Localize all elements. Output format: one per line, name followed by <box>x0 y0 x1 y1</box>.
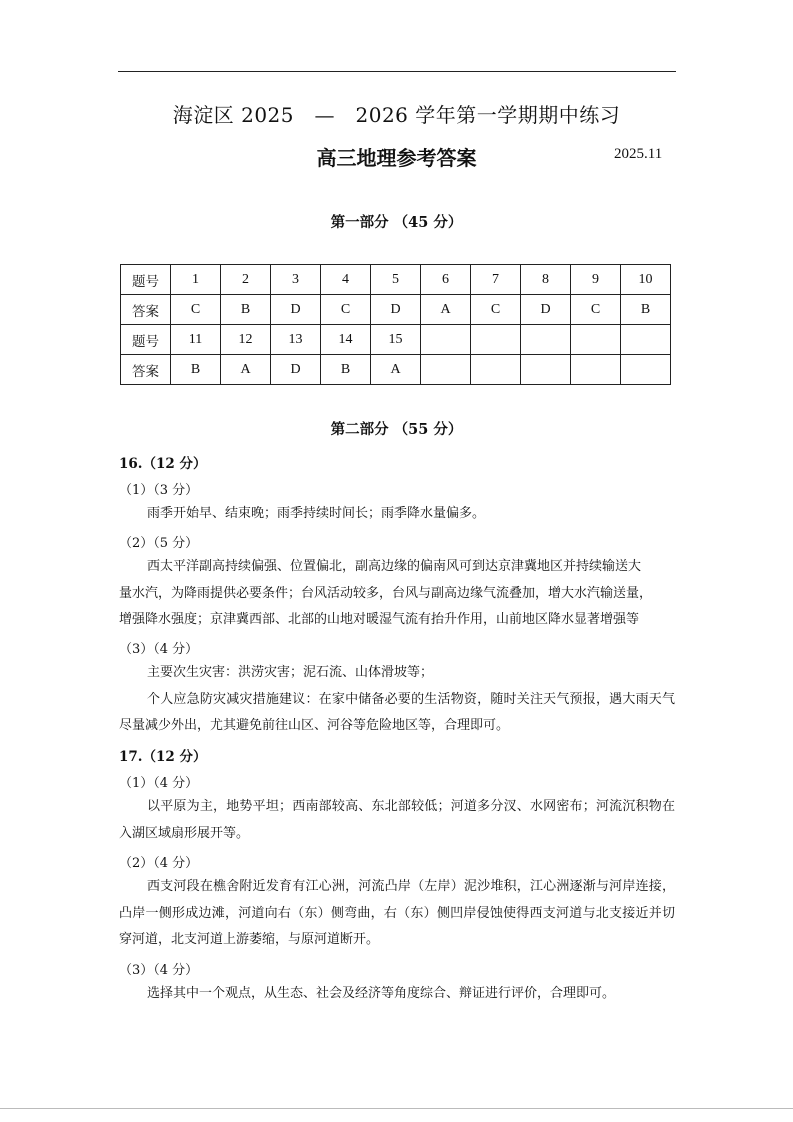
answer-cell: A <box>371 355 421 385</box>
question-number: 11 <box>171 325 221 355</box>
part2-heading: 第二部分 （55 分） <box>330 421 463 438</box>
answer-cell: D <box>271 295 321 325</box>
q16-s1-label: （1）（3 分） <box>119 483 199 498</box>
answer-cell: B <box>221 295 271 325</box>
row-label-answer: 答案 <box>121 295 171 325</box>
q17-s1-text: 以平原为主，地势平坦；西南部较高、东北部较低；河道多分汊、水网密布；河流沉积物在入湖区域扇形展开等。 <box>119 799 675 841</box>
q17-s3-label: （3）（4 分） <box>119 963 199 978</box>
q16-s3-label: （3）（4 分） <box>119 642 199 657</box>
q17-s1-label: （1）（4 分） <box>119 776 199 791</box>
bottom-rule <box>0 1108 793 1109</box>
row-label-question: 题号 <box>121 325 171 355</box>
empty-cell <box>621 325 671 355</box>
empty-cell <box>421 325 471 355</box>
empty-cell <box>471 325 521 355</box>
top-rule <box>118 71 676 72</box>
empty-cell <box>421 355 471 385</box>
question-number: 12 <box>221 325 271 355</box>
answer-cell: D <box>271 355 321 385</box>
q17-s2-answer <box>119 874 675 954</box>
question-number: 10 <box>621 265 671 295</box>
answer-cell: B <box>171 355 221 385</box>
answer-table <box>120 264 671 385</box>
q17-title: 17.（12 分） <box>119 749 207 765</box>
q17-s1-answer <box>119 794 675 847</box>
document-date: 2025.11 <box>614 146 663 162</box>
answer-cell: C <box>471 295 521 325</box>
table-row <box>121 265 671 295</box>
q17-s2-text: 西支河段在樵舍附近发育有江心洲，河流凸岸（左岸）泥沙堆积，江心洲逐渐与河岸连接，凸岸一侧形成边滩，河道向右（东）侧弯曲，右（东）侧凹岸侵蚀使得西支河道与北支接近并切穿河道，北支河道上游萎缩，与原河道断开。 <box>119 879 675 947</box>
q17-s3-text: 选择其中一个观点，从生态、社会及经济等角度综合、辩证进行评价，合理即可。 <box>147 986 616 1001</box>
question-number: 1 <box>171 265 221 295</box>
answer-cell: C <box>571 295 621 325</box>
q16-s2-line: 量水汽，为降雨提供必要条件；台风活动较多，台风与副高边缘气流叠加，增大水汽输送量， <box>119 585 653 601</box>
q17-s2-label: （2）（4 分） <box>119 856 199 871</box>
empty-cell <box>621 355 671 385</box>
table-row <box>121 355 671 385</box>
q16-s2-line: 西太平洋副高持续偏强、位置偏北，副高边缘的偏南风可到达京津冀地区并持续输送大 <box>147 559 642 574</box>
q17-s3-answer <box>119 981 675 1008</box>
row-label-question: 题号 <box>121 265 171 295</box>
q16-title: 16.（12 分） <box>119 456 207 472</box>
empty-cell <box>571 355 621 385</box>
answer-cell: A <box>221 355 271 385</box>
question-number: 14 <box>321 325 371 355</box>
q16-s2-label: （2）（5 分） <box>119 536 199 551</box>
empty-cell <box>471 355 521 385</box>
q16-s1-answer <box>119 501 675 528</box>
answer-cell: C <box>171 295 221 325</box>
empty-cell <box>571 325 621 355</box>
table-row <box>121 295 671 325</box>
question-number: 2 <box>221 265 271 295</box>
q16-s3-text: 个人应急防灾减灾措施建议：在家中储备必要的生活物资，随时关注天气预报，遇大雨天气尽量减少外出，尤其避免前往山区、河谷等危险地区等，合理即可。 <box>119 691 675 733</box>
question-number: 4 <box>321 265 371 295</box>
question-number: 6 <box>421 265 471 295</box>
document-title: 海淀区 2025 — 2026 学年第一学期期中练习 <box>172 103 621 127</box>
question-number: 15 <box>371 325 421 355</box>
q16-s1-text: 雨季开始早、结束晚；雨季持续时间长；雨季降水量偏多。 <box>147 506 486 521</box>
question-number: 8 <box>521 265 571 295</box>
question-number: 5 <box>371 265 421 295</box>
empty-cell <box>521 355 571 385</box>
document-subtitle: 高三地理参考答案 <box>316 146 477 170</box>
answer-cell: A <box>421 295 471 325</box>
row-label-answer: 答案 <box>121 355 171 385</box>
question-number: 13 <box>271 325 321 355</box>
answer-cell: D <box>371 295 421 325</box>
answer-cell: B <box>621 295 671 325</box>
answer-cell: C <box>321 295 371 325</box>
question-number: 3 <box>271 265 321 295</box>
answer-cell: D <box>521 295 571 325</box>
answer-cell: B <box>321 355 371 385</box>
table-row <box>121 325 671 355</box>
q16-s3-answer <box>119 660 675 740</box>
empty-cell <box>521 325 571 355</box>
q16-s3-text: 主要次生灾害：洪涝灾害；泥石流、山体滑坡等； <box>147 665 434 680</box>
question-number: 9 <box>571 265 621 295</box>
question-number: 7 <box>471 265 521 295</box>
q16-s2-line: 增强降水强度；京津冀西部、北部的山地对暖湿气流有抬升作用，山前地区降水显著增强等 <box>119 612 640 627</box>
part1-heading: 第一部分 （45 分） <box>330 214 463 231</box>
q16-s2-answer <box>119 554 675 634</box>
